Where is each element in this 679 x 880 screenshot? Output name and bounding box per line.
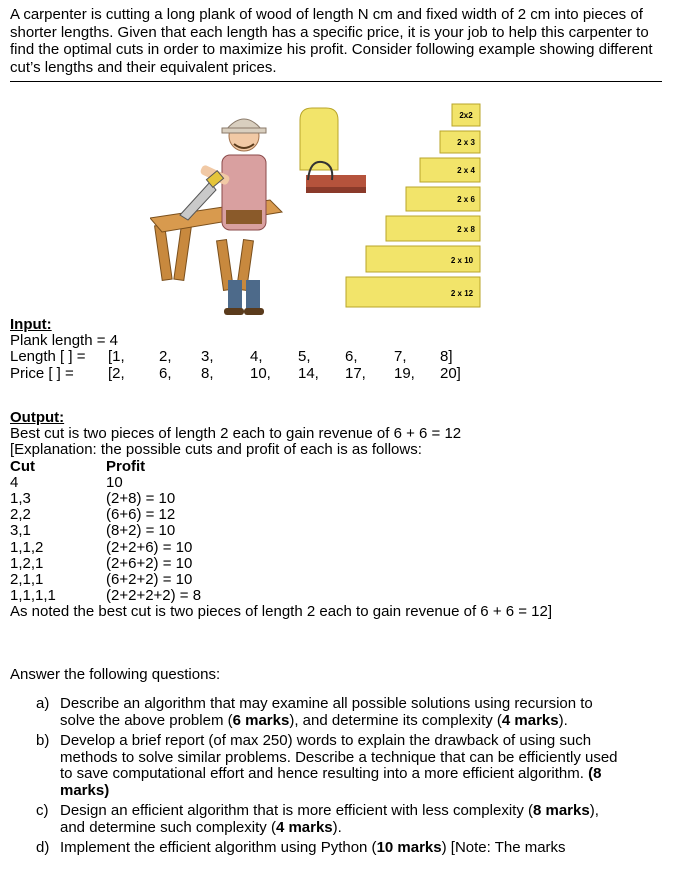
output-section xyxy=(10,410,670,621)
price-value: 8, xyxy=(201,364,214,382)
question-text: Design an efficient algorithm that is more efficient with less complexity ( xyxy=(60,802,533,819)
cut-table-header xyxy=(10,459,670,475)
carpenter-illustration xyxy=(150,100,485,318)
question-d xyxy=(10,840,620,857)
cut-column-header: Cut xyxy=(10,457,35,475)
table-row xyxy=(10,556,670,572)
profit-cell: (2+6+2) = 10 xyxy=(106,554,193,572)
plank-label-2x6: 2 x 6 xyxy=(457,195,475,204)
table-row xyxy=(10,523,670,539)
price-value: 19, xyxy=(394,364,415,382)
profit-cell: (6+6) = 12 xyxy=(106,506,176,524)
length-value: 4, xyxy=(250,348,263,366)
price-value: 20] xyxy=(440,364,461,382)
profit-cell: (2+2+6) = 10 xyxy=(106,538,193,556)
length-value: 6, xyxy=(345,348,358,366)
cut-cell: 1,2,1 xyxy=(10,554,44,572)
question-text: Develop a brief report (of max 250) words to explain the drawback of using such methods to solve similar problems. Describe a technique that can be efficiently used to save computational effort and hence resulting into a more efficient algorithm. xyxy=(60,732,618,782)
question-text: ), and determine its complexity ( xyxy=(289,711,502,729)
best-cut-note: As noted the best cut is two pieces of length 2 each to gain revenue of 6 + 6 = 12] xyxy=(10,603,553,621)
table-row xyxy=(10,491,670,507)
profit-cell: (6+2+2) = 10 xyxy=(106,570,193,588)
length-value: 7, xyxy=(394,348,407,366)
plank-label-2x12: 2 x 12 xyxy=(450,289,474,298)
profit-cell: (2+2+2+2) = 8 xyxy=(106,587,202,605)
plank-label-2x10: 2 x 10 xyxy=(450,256,474,265)
question-b xyxy=(10,733,620,799)
cut-cell: 1,1,2 xyxy=(10,538,44,556)
length-value: 8] xyxy=(440,348,453,366)
marks: 6 marks xyxy=(232,711,290,729)
table-row xyxy=(10,507,670,523)
problem-intro: A carpenter is cutting a long plank of wood of length N cm and fixed width of 2 cm into pieces of shorter lengths. Given that each length has a specific price, it is your job to help this carpenter to find the optimal cuts in order to maximize his profit. Consider following example showing different cut’s lengths and their equivalent prices. xyxy=(10,6,662,82)
cut-cell: 2,2 xyxy=(10,506,31,524)
question-label: a) xyxy=(36,695,50,712)
profit-column-header: Profit xyxy=(106,457,146,475)
price-label: Price [ ] = xyxy=(10,364,74,382)
answer-heading: Answer the following questions: xyxy=(10,666,221,683)
plank-label-2x4: 2 x 4 xyxy=(457,166,475,175)
plank-stand xyxy=(300,108,366,193)
question-text: Describe an algorithm that may examine all possible solutions using recursion to solve the above problem ( xyxy=(60,695,593,729)
plank-label-2x3: 2 x 3 xyxy=(457,138,475,147)
question-text: ) [Note: The marks xyxy=(441,839,566,856)
marks: (8 marks xyxy=(60,765,602,799)
price-value: 6, xyxy=(159,364,172,382)
best-cut-line: Best cut is two pieces of length 2 each to gain revenue of 6 + 6 = 12 xyxy=(10,425,462,443)
question-text: ). xyxy=(558,711,568,729)
table-row xyxy=(10,540,670,556)
profit-cell: 10 xyxy=(106,473,123,491)
price-row xyxy=(10,366,480,382)
marks: 4 marks xyxy=(275,818,333,836)
price-value: 17, xyxy=(345,364,366,382)
question-label: d) xyxy=(36,839,50,856)
cut-cell: 1,1,1,1 xyxy=(10,587,56,605)
table-row xyxy=(10,475,670,491)
question-a xyxy=(10,696,620,729)
price-value: 14, xyxy=(298,364,319,382)
input-section xyxy=(10,317,480,382)
question-label: c) xyxy=(36,802,49,819)
plank-label-2x2: 2x2 xyxy=(459,111,473,120)
input-heading: Input: xyxy=(10,316,52,333)
profit-cell: (8+2) = 10 xyxy=(106,522,176,540)
marks: 10 marks xyxy=(376,839,442,856)
length-value: 3, xyxy=(201,348,214,366)
question-text: ). xyxy=(332,818,342,836)
output-heading: Output: xyxy=(10,409,65,426)
explanation-line: [Explanation: the possible cuts and profit of each is as follows: xyxy=(10,441,422,459)
price-value: [2, xyxy=(108,364,125,382)
length-value: 5, xyxy=(298,348,311,366)
marks: ) xyxy=(104,781,110,799)
question-text: Implement the efficient algorithm using Python ( xyxy=(60,839,377,856)
marks: 8 marks xyxy=(532,802,590,819)
cut-cell: 1,3 xyxy=(10,489,31,507)
plank-length-line: Plank length = 4 xyxy=(10,332,118,350)
question-c xyxy=(10,803,620,836)
price-value: 10, xyxy=(250,364,271,382)
question-text: ), and determine such complexity ( xyxy=(60,802,599,836)
length-row xyxy=(10,349,480,365)
marks: 4 marks xyxy=(501,711,559,729)
question-list xyxy=(10,696,620,857)
length-value: 2, xyxy=(159,348,172,366)
cut-cell: 3,1 xyxy=(10,522,31,540)
cut-cell: 4 xyxy=(10,473,19,491)
plank-label-2x8: 2 x 8 xyxy=(457,225,475,234)
question-label: b) xyxy=(36,732,50,749)
profit-cell: (2+8) = 10 xyxy=(106,489,176,507)
table-row xyxy=(10,588,670,604)
table-row xyxy=(10,572,670,588)
plank-stack xyxy=(346,104,480,307)
length-value: [1, xyxy=(108,348,125,366)
length-label: Length [ ] = xyxy=(10,348,86,366)
cut-cell: 2,1,1 xyxy=(10,570,44,588)
